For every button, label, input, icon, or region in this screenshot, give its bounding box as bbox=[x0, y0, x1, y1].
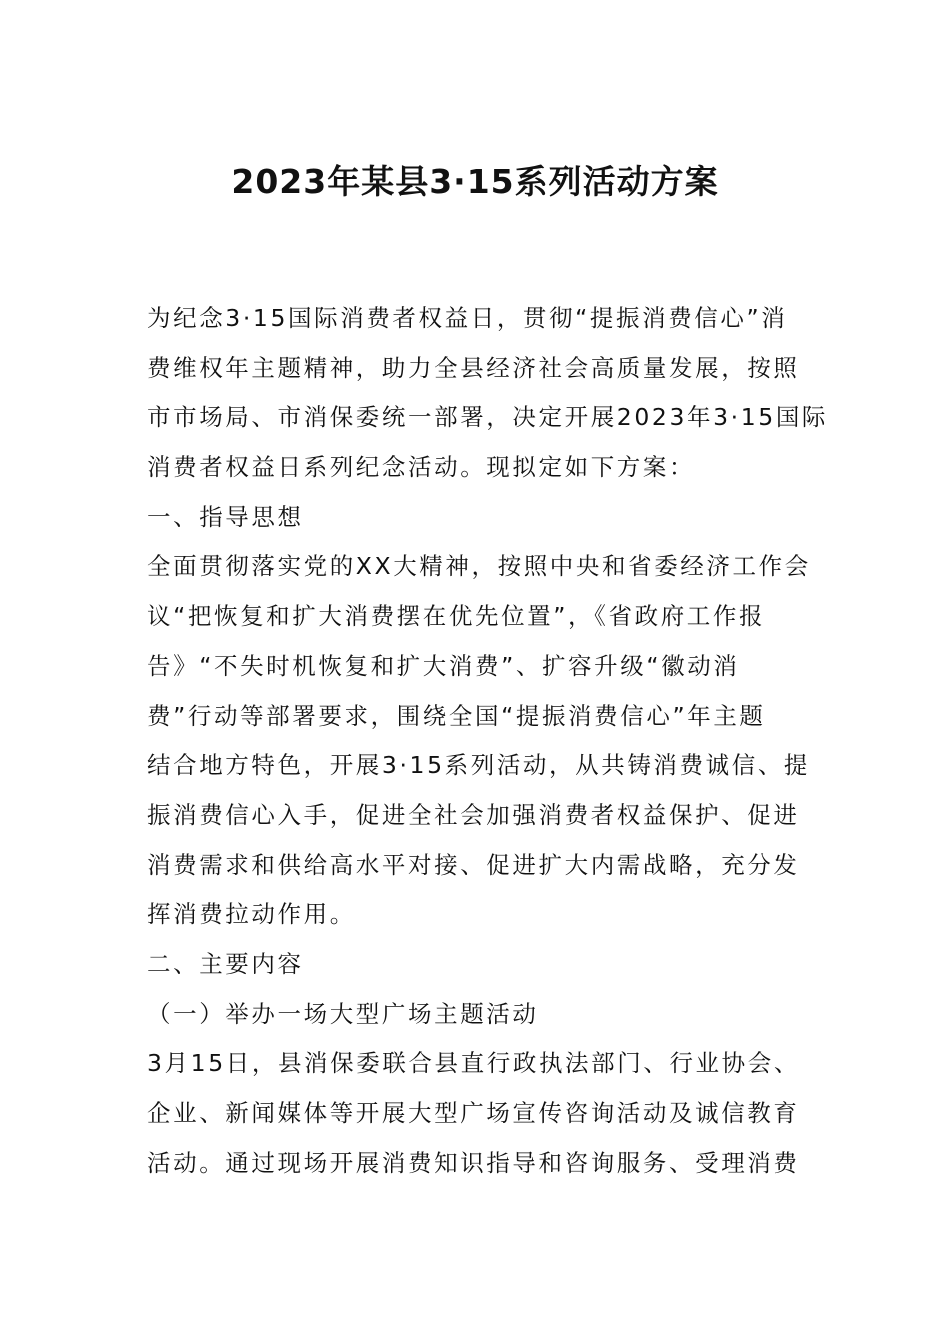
text-line: 全面贯彻落实党的XX大精神，按照中央和省委经济工作会 bbox=[147, 552, 811, 581]
text-line: 议“把恢复和扩大消费摆在优先位置”，《省政府工作报 bbox=[147, 602, 766, 631]
text-line: 一、指导思想 bbox=[147, 502, 304, 531]
text-line: 为纪念3·15国际消费者权益日，贯彻“提振消费信心”消 bbox=[147, 304, 788, 332]
text-line: 费”行动等部署要求，围绕全国“提振消费信心”年主题 bbox=[147, 701, 766, 730]
text-line: 活动。通过现场开展消费知识指导和咨询服务、受理消费 bbox=[147, 1148, 800, 1177]
text-line: 振消费信心入手，促进全社会加强消费者权益保护、促进 bbox=[147, 800, 800, 829]
text-line: 市市场局、市消保委统一部署，决定开展2023年3·15国际 bbox=[147, 403, 829, 432]
document-title: 2023年某县3·15系列活动方案 bbox=[231, 162, 719, 201]
text-line: 结合地方特色，开展3·15系列活动，从共铸消费诚信、提 bbox=[147, 751, 811, 780]
text-line: 企业、新闻媒体等开展大型广场宣传咨询活动及诚信教育 bbox=[147, 1099, 800, 1127]
text-line: （一）举办一场大型广场主题活动 bbox=[147, 999, 539, 1028]
text-line: 挥消费拉动作用。 bbox=[147, 900, 356, 929]
text-line: 费维权年主题精神，助力全县经济社会高质量发展，按照 bbox=[147, 353, 800, 382]
text-line: 告》“不失时机恢复和扩大消费”、扩容升级“徽动消 bbox=[147, 651, 740, 680]
text-line: 消费需求和供给高水平对接、促进扩大内需战略，充分发 bbox=[147, 850, 800, 879]
text-line: 二、主要内容 bbox=[147, 949, 304, 978]
text-line: 消费者权益日系列纪念活动。现拟定如下方案： bbox=[147, 453, 696, 482]
text-line: 3月15日，县消保委联合县直行政执法部门、行业协会、 bbox=[147, 1049, 800, 1078]
document-body bbox=[147, 294, 829, 1188]
